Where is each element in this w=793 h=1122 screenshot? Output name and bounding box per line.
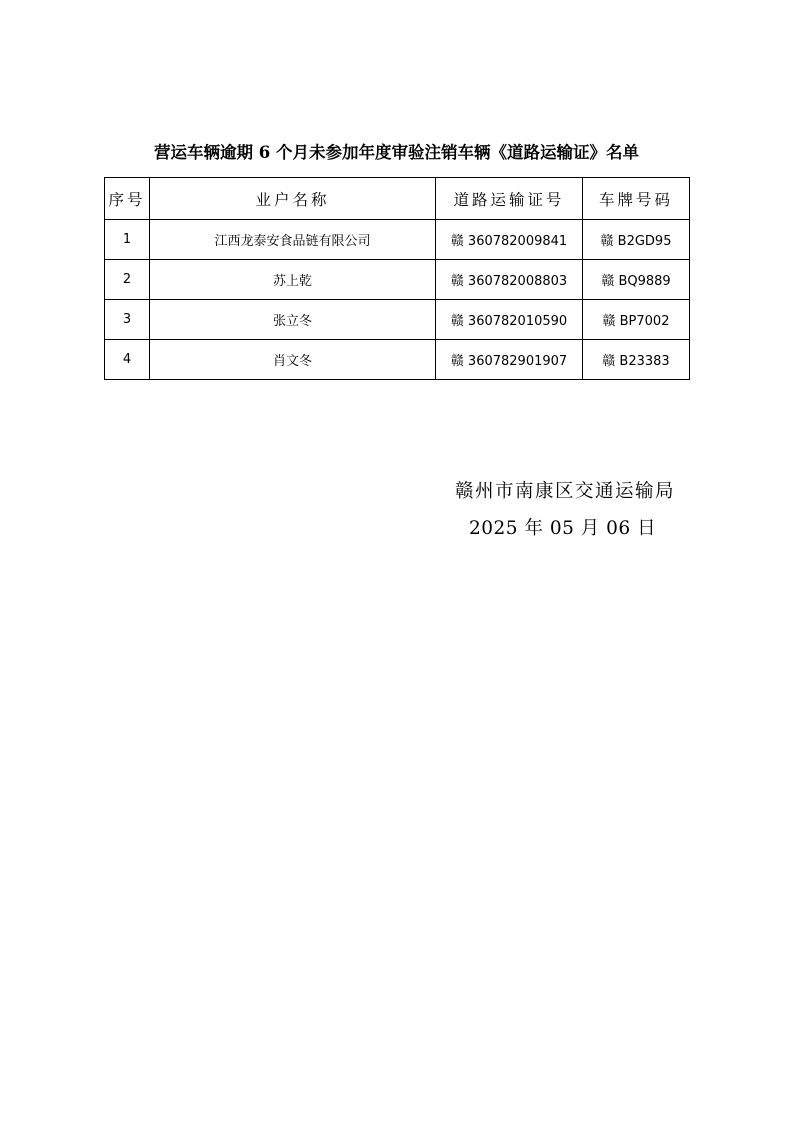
cell-license-plate: 赣 B2GD95 (583, 220, 690, 260)
cancelled-vehicles-table (104, 177, 690, 380)
table-row (105, 300, 690, 340)
issue-date: 2025 年 05 月 06 日 (469, 518, 657, 539)
table-row (105, 260, 690, 300)
cell-serial-number: 3 (105, 300, 150, 340)
cell-license-plate: 赣 B23383 (583, 340, 690, 380)
cell-license-plate: 赣 BP7002 (583, 300, 690, 340)
cell-license-plate: 赣 BQ9889 (583, 260, 690, 300)
issuing-organization: 赣州市南康区交通运输局 (455, 481, 676, 502)
cell-serial-number: 1 (105, 220, 150, 260)
cell-serial-number: 4 (105, 340, 150, 380)
cell-transport-permit-number: 赣 360782901907 (436, 340, 583, 380)
document-title: 营运车辆逾期 6 个月未参加年度审验注销车辆《道路运输证》名单 (154, 143, 639, 162)
table-row (105, 220, 690, 260)
cell-serial-number: 2 (105, 260, 150, 300)
cell-business-name: 肖文冬 (150, 340, 436, 380)
cell-transport-permit-number: 赣 360782009841 (436, 220, 583, 260)
cell-business-name: 江西龙泰安食品链有限公司 (150, 220, 436, 260)
header-transport-permit-number: 道路运输证号 (436, 178, 583, 220)
cell-business-name: 张立冬 (150, 300, 436, 340)
table-header-row (105, 178, 690, 220)
header-business-name: 业户名称 (150, 178, 436, 220)
cell-business-name: 苏上乾 (150, 260, 436, 300)
header-serial-number: 序号 (105, 178, 150, 220)
cell-transport-permit-number: 赣 360782008803 (436, 260, 583, 300)
header-license-plate: 车牌号码 (583, 178, 690, 220)
cell-transport-permit-number: 赣 360782010590 (436, 300, 583, 340)
table-row (105, 340, 690, 380)
